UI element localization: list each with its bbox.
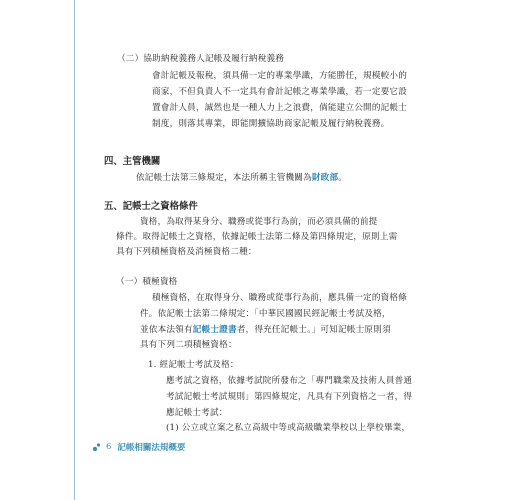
- footer-marker-icon: [92, 442, 102, 452]
- sec2-line-3: 置會計人員，誠然也是一種人力上之浪費，倘能建立公開的記帳士: [152, 103, 408, 113]
- item1-line-2: 考試記帳士考試規則」第四條規定，凡具有下列資格之一者，得: [166, 392, 413, 402]
- sub1-line3-suffix: 者，得充任記帳士。」可知記帳士原則須: [236, 325, 391, 335]
- item1-line-3: 應記帳士考試：: [166, 408, 228, 418]
- margin-rule: [74, 0, 75, 500]
- sec2-line-4: 制度，則落其專業，即能開擴協助商家記帳及履行納稅義務。: [152, 119, 390, 129]
- footer-title: 記帳相關法規概要: [117, 443, 186, 453]
- page-number: 6: [106, 442, 112, 452]
- sec2-line-1: 會計記帳及報稅，須具備一定的專業學識，方能勝任，規模較小的: [152, 71, 408, 81]
- sub1-line-2: 件。依記帳士法第二條規定：「中華民國國民經記帳士考試及格，: [140, 309, 391, 319]
- sub1-highlight: 記帳士證書: [192, 325, 237, 335]
- condition-1-line-1: (1) 公立或立案之私立高級中等或高級職業學校以上學校畢業，: [166, 423, 411, 433]
- sec4-suffix: 。: [338, 173, 348, 183]
- sec5-line-3: 具有下列積極資格及消極資格二種：: [116, 247, 257, 257]
- sec5-line-1: 資格，為取得某身分、職務或從事行為前，而必須具備的前提: [140, 217, 378, 227]
- item1-line-1: 應考試之資格，依據考試院所發布之「專門職業及技術人員普通: [166, 376, 413, 386]
- sec5-heading: 五、記帳士之資格條件: [104, 201, 198, 212]
- sub1-heading: （一）積極資格: [116, 277, 178, 287]
- sec2-line-2: 商家，不但負責人不一定具有會計記帳之專業學識，若一定要它設: [152, 87, 408, 97]
- sec4-line: [136, 172, 347, 185]
- sec5-line-2: 條件。取得記帳士之資格，依據記帳士法第二條及第四條規定，原則上需: [116, 232, 398, 242]
- sec4-highlight: 財政部: [311, 173, 339, 183]
- sub1-line-4: 具有下列二項積極資格：: [140, 340, 237, 350]
- sec4-heading: 四、主管機關: [104, 156, 161, 167]
- sec4-text: 依記帳士法第三條規定，本法所稱主管機關為: [136, 173, 312, 183]
- sub1-line-3: [140, 324, 391, 337]
- sub1-line3-prefix: 並依本法領有: [140, 325, 193, 335]
- sec2-heading: （二）協助納稅義務人記帳及履行納稅義務: [117, 54, 285, 64]
- sub1-line-1: 積極資格，在取得身分、職務或從事行為前，應具備一定的資格條: [152, 293, 408, 303]
- page-footer: [92, 441, 185, 453]
- item1-heading: 1. 經記帳士考試及格：: [148, 360, 239, 370]
